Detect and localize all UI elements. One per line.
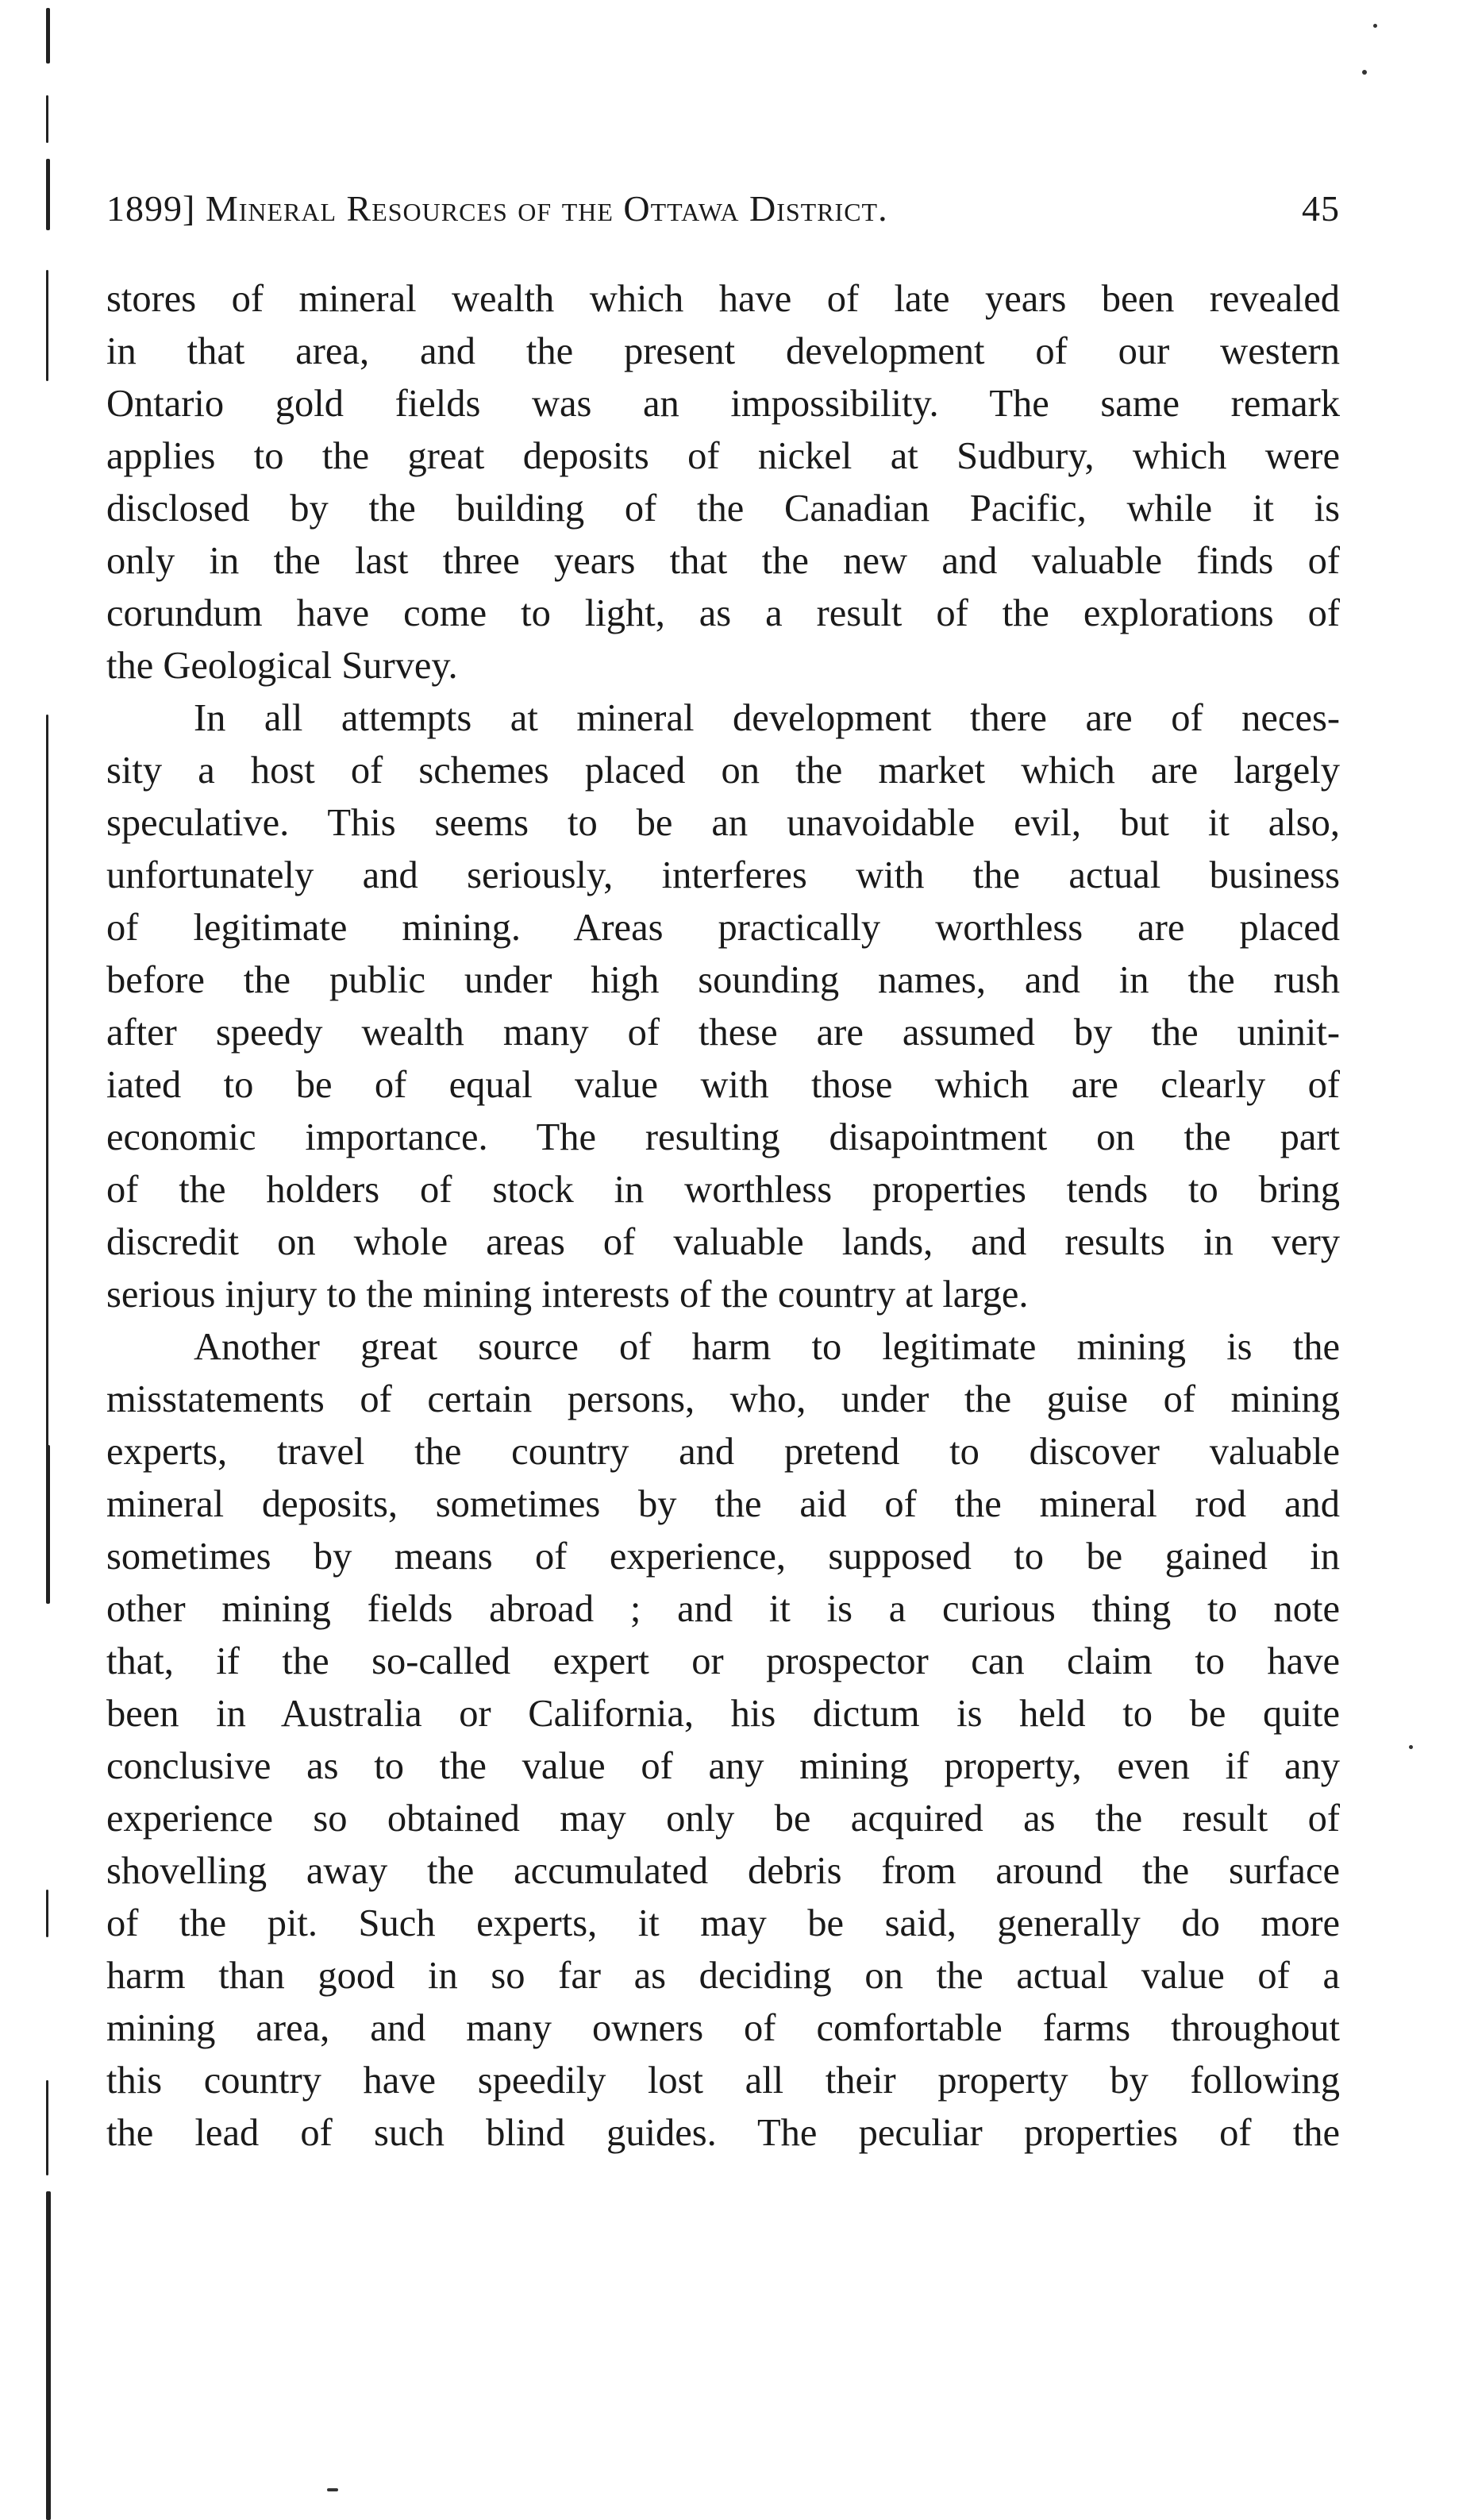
text-line: the lead of such blind guides. The peculiar properties of the (106, 2112, 1340, 2154)
paragraph-2 (106, 692, 1340, 1321)
scan-speck (1409, 1745, 1413, 1749)
scan-speck (327, 2488, 338, 2491)
text-line: mining area, and many owners of comfortable farms throughout (106, 2007, 1340, 2049)
edge-mark (46, 2080, 48, 2175)
text-line: of the holders of stock in worthless properties tends to bring (106, 1169, 1340, 1211)
page-number: 45 (1302, 188, 1340, 229)
paragraph-1 (106, 273, 1340, 692)
text-line: that, if the so-called expert or prospector can claim to have (106, 1640, 1340, 1682)
text-line: after speedy wealth many of these are assumed by the uninit- (106, 1011, 1340, 1054)
text-line: sometimes by means of experience, supposed to be gained in (106, 1536, 1340, 1578)
running-head (106, 187, 1340, 243)
text-line: speculative. This seems to be an unavoidable evil, but it also, (106, 802, 1340, 844)
text-line: of the pit. Such experts, it may be said, generally do more (106, 1902, 1340, 1944)
text-line: serious injury to the mining interests of the country at large. (106, 1273, 1029, 1316)
text-line: other mining fields abroad ; and it is a curious thing to note (106, 1588, 1340, 1630)
text-line: unfortunately and seriously, interferes with the actual business (106, 854, 1340, 896)
text-line: conclusive as to the value of any mining property, even if any (106, 1745, 1340, 1787)
text-line: mineral deposits, sometimes by the aid of the mineral rod and (106, 1483, 1340, 1525)
edge-mark (46, 1445, 50, 1604)
text-line: the Geological Survey. (106, 645, 458, 687)
edge-mark (46, 95, 48, 143)
text-line: discredit on whole areas of valuable lands, and results in very (106, 1221, 1340, 1263)
scan-speck (1362, 70, 1367, 75)
scan-speck (1373, 24, 1377, 28)
text-line: corundum have come to light, as a result of the explorations of (106, 592, 1340, 634)
body-text (106, 273, 1340, 2160)
text-line: stores of mineral wealth which have of late years been revealed (106, 278, 1340, 320)
paragraph-3 (106, 1321, 1340, 2160)
text-line: before the public under high sounding names, and in the rush (106, 959, 1340, 1001)
text-line: harm than good in so far as deciding on the actual value of a (106, 1955, 1340, 1997)
text-line: iated to be of equal value with those which are clearly of (106, 1064, 1340, 1106)
text-line: misstatements of certain persons, who, under the guise of mining (106, 1378, 1340, 1420)
edge-mark (46, 2191, 51, 2520)
text-line: experts, travel the country and pretend to discover valuable (106, 1431, 1340, 1473)
text-line: In all attempts at mineral development there are of neces- (194, 697, 1340, 739)
text-line: disclosed by the building of the Canadian Pacific, while it is (106, 487, 1340, 530)
text-line: sity a host of schemes placed on the market which are largely (106, 749, 1340, 792)
text-line: only in the last three years that the new and valuable finds of (106, 540, 1340, 582)
running-head-title: 1899] Mineral Resources of the Ottawa District. (106, 188, 888, 229)
text-line: applies to the great deposits of nickel at Sudbury, which were (106, 435, 1340, 477)
text-line: in that area, and the present development of our western (106, 330, 1340, 372)
text-line: economic importance. The resulting disapointment on the part (106, 1116, 1340, 1158)
text-line: been in Australia or California, his dictum is held to be quite (106, 1693, 1340, 1735)
text-line: Ontario gold fields was an impossibility. The same remark (106, 383, 1340, 425)
edge-mark (46, 1890, 48, 1937)
text-line: of legitimate mining. Areas practically worthless are placed (106, 907, 1340, 949)
edge-mark (46, 270, 48, 381)
binding-edge (46, 0, 52, 2520)
edge-mark (46, 159, 50, 230)
edge-mark (46, 8, 50, 64)
text-line: this country have speedily lost all their property by following (106, 2060, 1340, 2102)
text-line: Another great source of harm to legitimate mining is the (194, 1326, 1340, 1368)
text-line: shovelling away the accumulated debris from around the surface (106, 1850, 1340, 1892)
text-line: experience so obtained may only be acquired as the result of (106, 1798, 1340, 1840)
